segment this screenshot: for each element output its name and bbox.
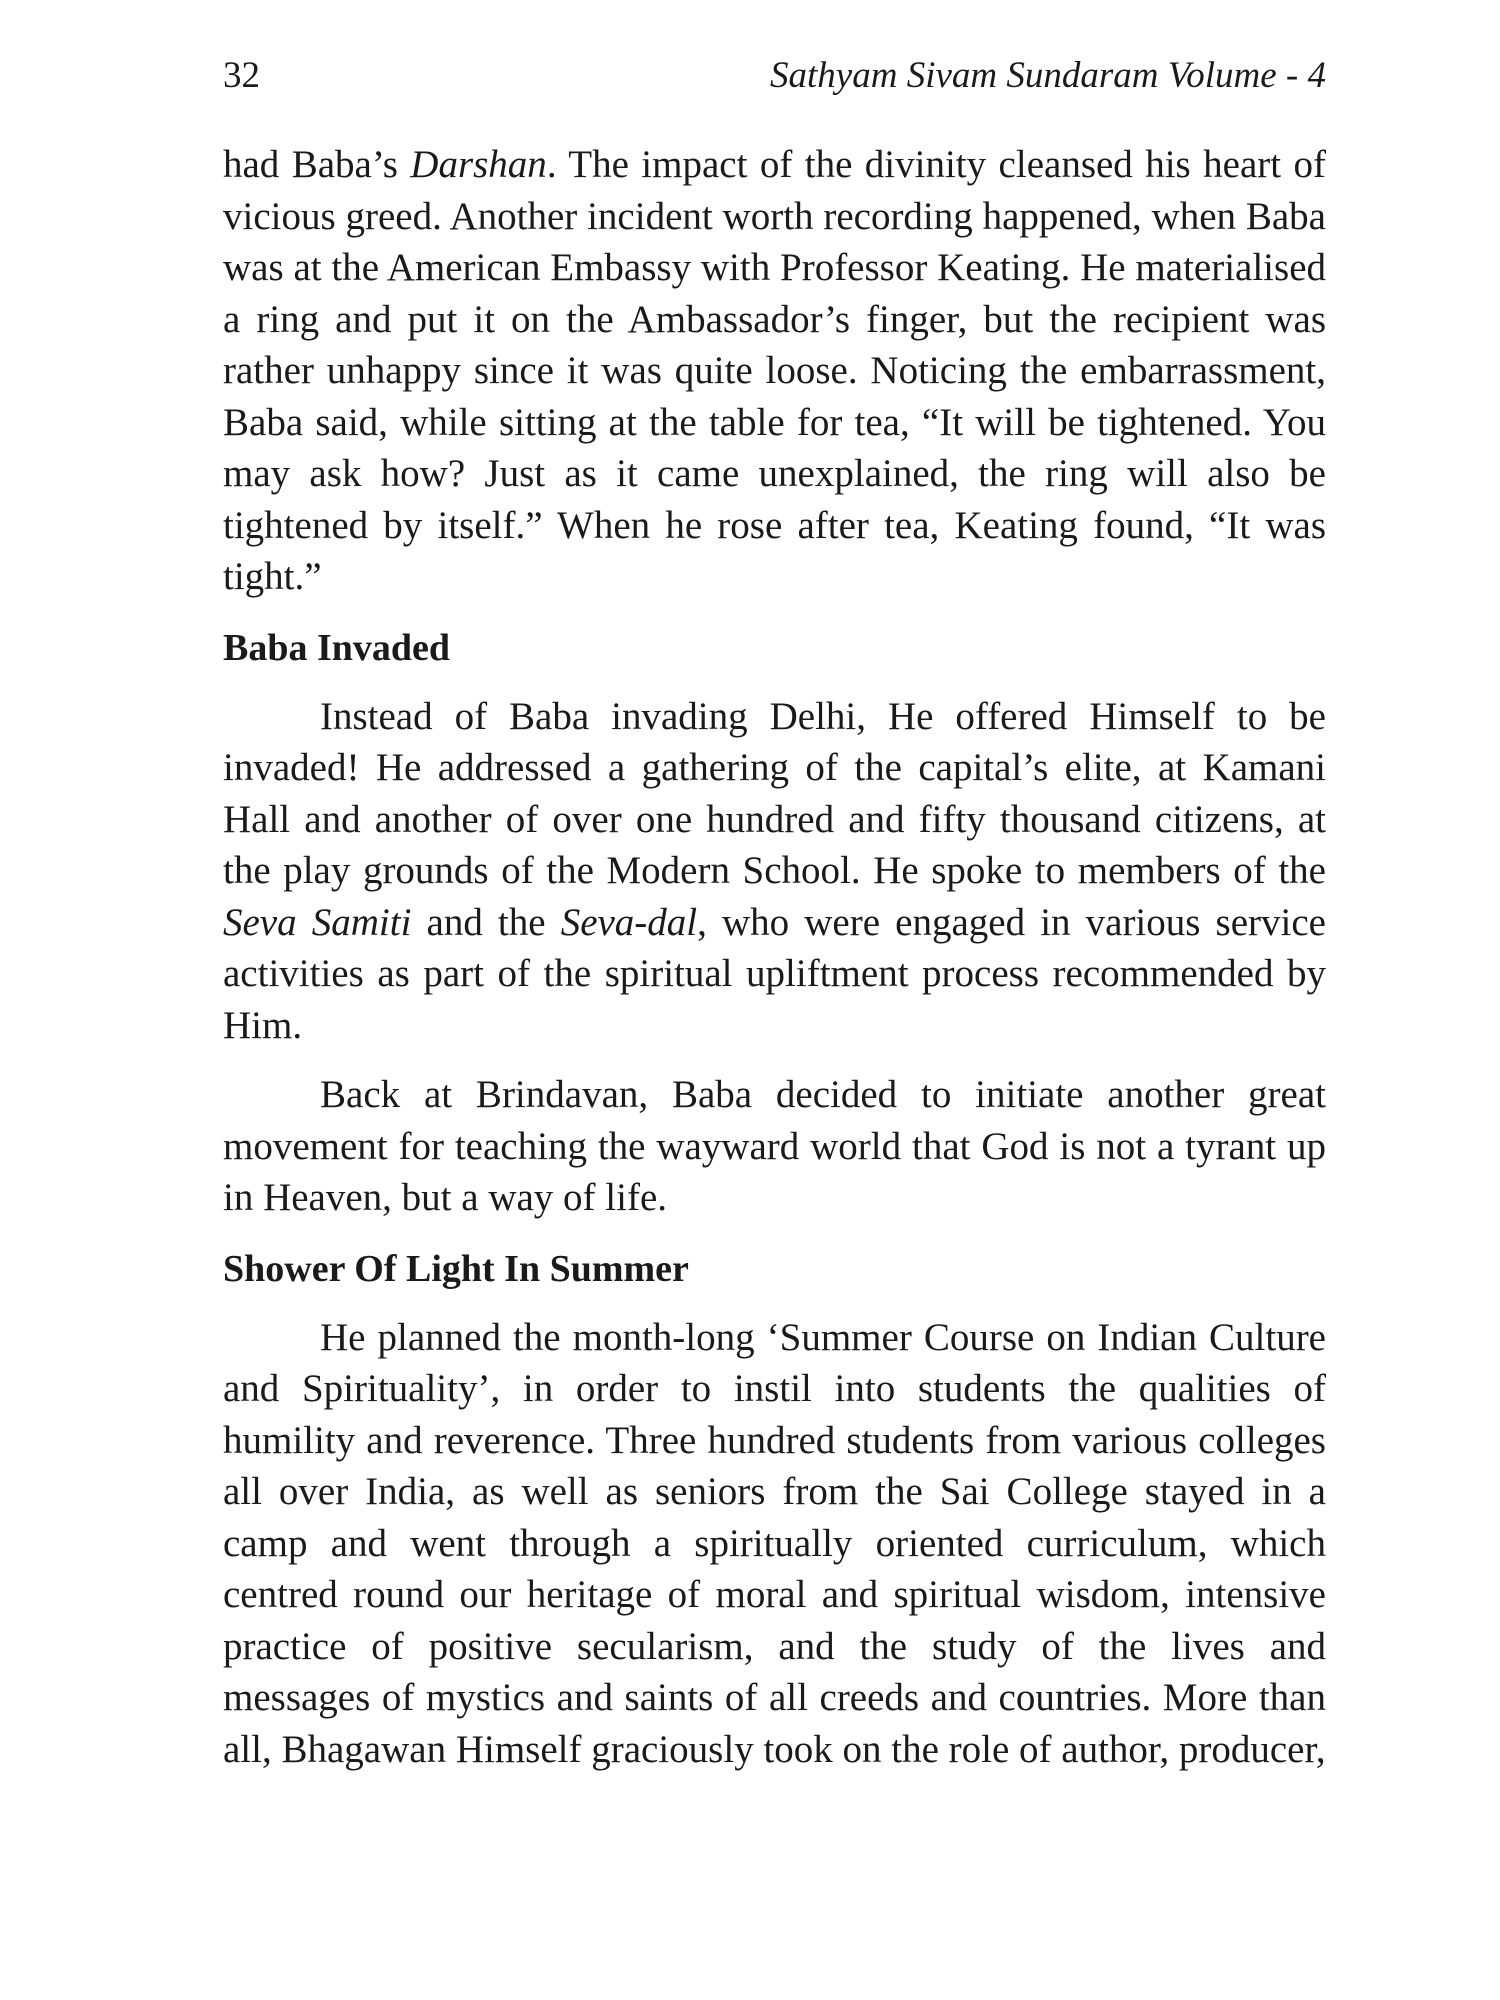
paragraph-continuation — [223, 139, 1326, 603]
book-page — [223, 0, 1326, 2000]
running-title: Sathyam Sivam Sundaram Volume - 4 — [770, 55, 1326, 96]
italic-term: Seva Samiti — [223, 900, 412, 944]
running-head — [223, 52, 1326, 100]
section-heading-shower-of-light: Shower Of Light In Summer — [223, 1247, 689, 1290]
paragraph: He planned the month-long ‘Summer Course on Indian Culture and Spirituality’, in order to instil into students the qualities of humility and reverence. Three hundred students from various colleges all over India, as well as seniors from the Sai College stayed in a camp and went through a spiritually oriented curriculum, which centred round our heritage of moral and spiritual wisdom, intensive practice of positive secularism, and the study of the lives and messages of mystics and saints of all creeds and countries. More than all, Bhagawan Himself graciously took on the role of author, producer, — [223, 1315, 1326, 1771]
text-run: . The impact of the divinity cleansed his heart of vicious greed. Another incident worth recording happened, when Baba was at the American Embassy with Professor Keating. He materialised a ring and put it on the Ambassador’s finger, but the recipient was rather unhappy since it was quite loose. Noticing the embarrassment, Baba said, while sitting at the table for tea, “It will be tightened. You may ask how? Just as it came unexplained, the ring will also be tightened by itself.” When he rose after tea, Keating found, “It was tight.” — [223, 143, 1326, 598]
body-text — [223, 139, 1326, 1775]
page-number: 32 — [223, 55, 260, 96]
italic-term: Darshan — [410, 143, 547, 186]
text-run: Instead of Baba invading Delhi, He offered Himself to be invaded! He addressed a gathering of the capital’s elite, at Kamani Hall and another of over one hundred and fifty thousand citizens, at the play grounds of the Modern School. He spoke to members of the — [223, 694, 1326, 892]
text-run: and the — [411, 900, 561, 944]
paragraph: Back at Brindavan, Baba decided to initiate another great movement for teaching the wayward world that God is not a tyrant up in Heaven, but a way of life. — [223, 1073, 1326, 1219]
italic-term: Seva-dal — [560, 900, 698, 944]
paragraph — [223, 691, 1326, 1052]
section-heading-baba-invaded: Baba Invaded — [223, 626, 451, 669]
text-run: had Baba’s — [223, 143, 411, 186]
text-run: , who were engaged in various service activities as part of the spiritual upliftment process recommended by Him. — [223, 900, 1326, 1047]
